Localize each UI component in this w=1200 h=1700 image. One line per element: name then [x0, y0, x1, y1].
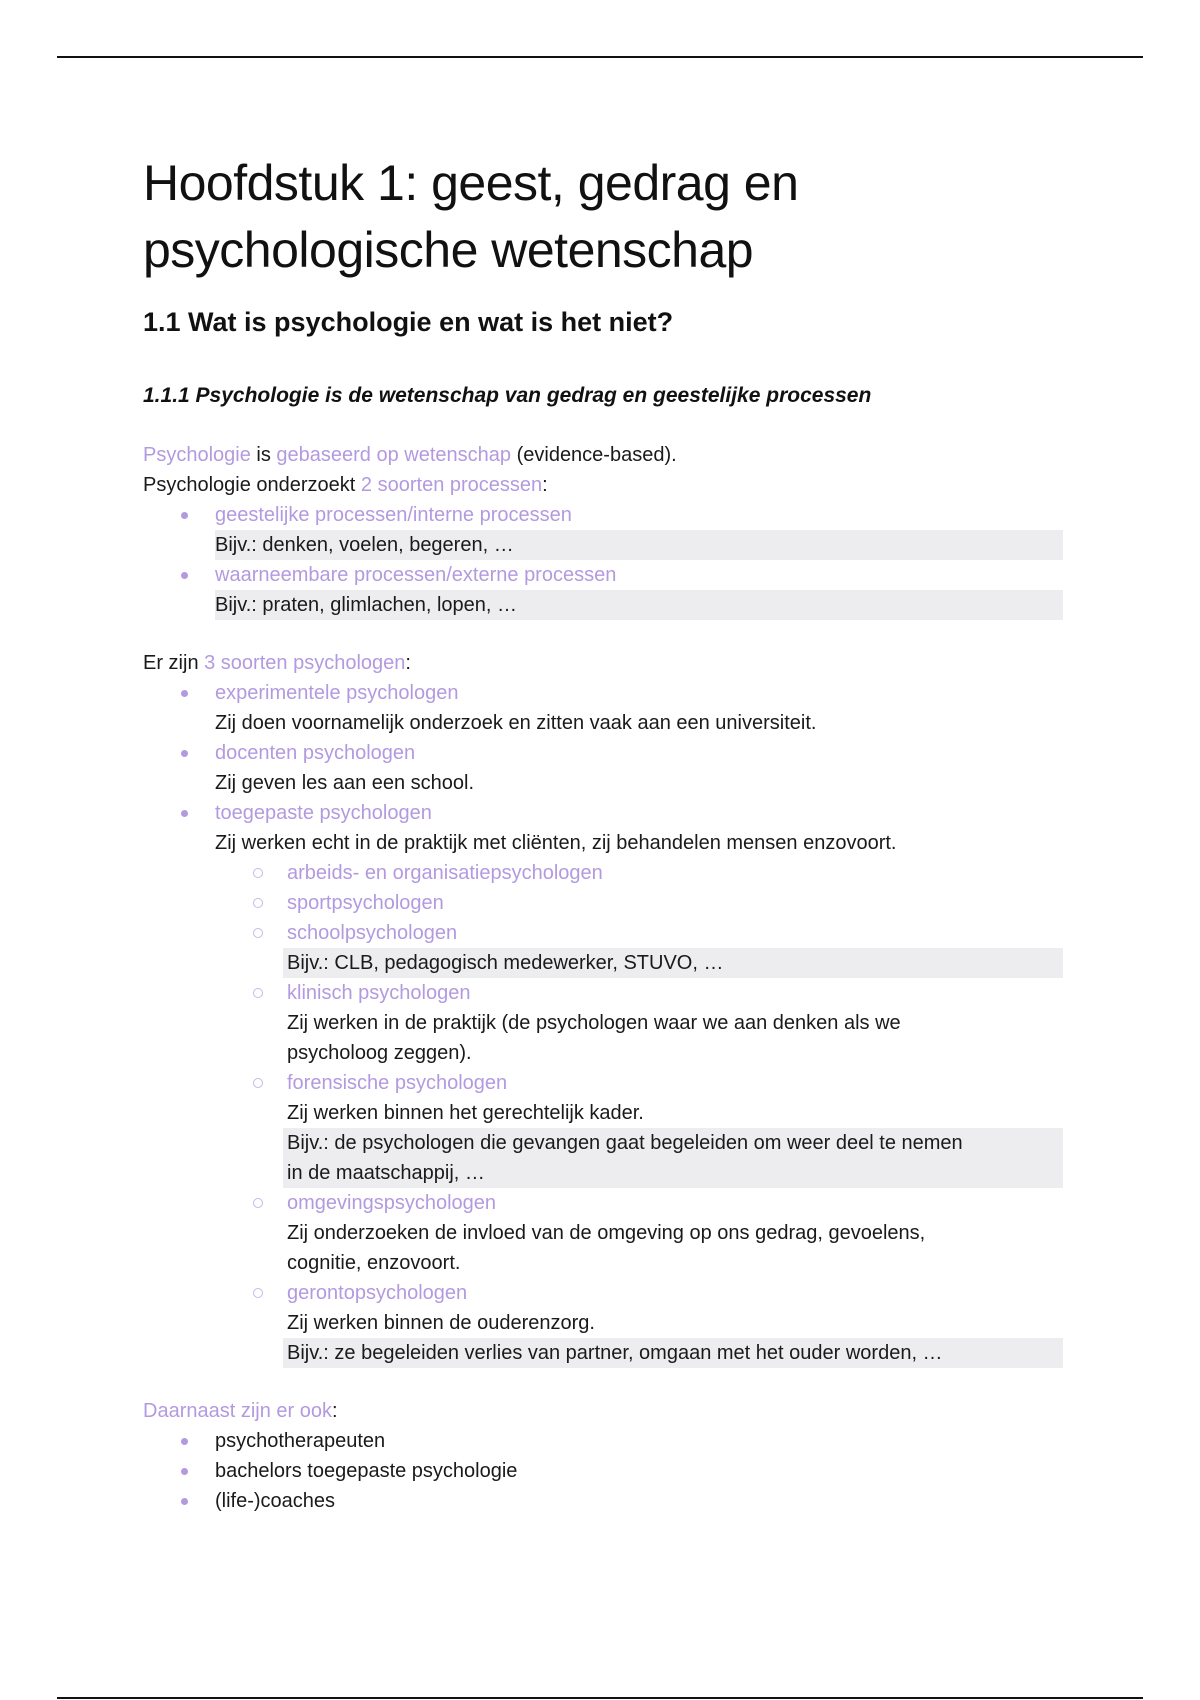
sub-list-item-label: gerontopsychologen — [287, 1282, 468, 1304]
term-soorten-psychologen: 3 soorten psychologen — [204, 652, 406, 674]
footer-rule — [57, 1697, 1143, 1699]
circle-bullet-icon — [253, 988, 263, 998]
bullet-icon — [181, 810, 188, 817]
sub-list-item — [143, 858, 1063, 888]
sub-list-item-label: schoolpsychologen — [287, 922, 458, 944]
types-intro — [143, 648, 1063, 678]
bullet-icon — [181, 1468, 188, 1475]
text: Er zijn — [143, 652, 205, 674]
sub-list-item-label: arbeids- en organisatiepsychologen — [287, 862, 603, 884]
example-box — [283, 948, 1063, 978]
circle-bullet-icon — [253, 1288, 263, 1298]
sub-list-item-description: Zij werken binnen de ouderenzorg. — [287, 1312, 595, 1334]
example-text: Bijv.: CLB, pedagogisch medewerker, STUVO, … — [287, 952, 724, 974]
term-daarnaast: Daarnaast zijn er ook — [143, 1400, 332, 1422]
list-item-label: bachelors toegepaste psychologie — [215, 1460, 518, 1482]
list-item — [143, 738, 1063, 768]
sub-list-item — [143, 1068, 1063, 1098]
text: : — [542, 474, 548, 496]
example-box — [283, 1338, 1063, 1368]
list-item-description: Zij doen voornamelijk onderzoek en zitten vaak aan een universiteit. — [215, 712, 817, 734]
example-text: in de maatschappij, … — [287, 1162, 485, 1184]
also-intro — [143, 1396, 1063, 1426]
sub-list-item-label: omgevingspsychologen — [287, 1192, 497, 1214]
term-wetenschap: gebaseerd op wetenschap — [276, 444, 512, 466]
section-title: 1.1 Wat is psychologie en wat is het niet? — [143, 307, 674, 337]
term-soorten-processen: 2 soorten processen — [360, 474, 543, 496]
list-item-label: waarneembare processen/externe processen — [215, 564, 617, 586]
subsection-title: 1.1.1 Psychologie is de wetenschap van gedrag en geestelijke processen — [143, 384, 872, 407]
sub-list-item-description: psycholoog zeggen). — [287, 1042, 472, 1064]
spacer — [143, 1368, 1063, 1396]
sub-list-item-description: Zij werken in de praktijk (de psychologen waar we aan denken als we — [287, 1012, 901, 1034]
bullet-icon — [181, 512, 188, 519]
list-item-label: docenten psychologen — [215, 742, 416, 764]
list-item-label: psychotherapeuten — [215, 1430, 386, 1452]
sub-list-item-label: klinisch psychologen — [287, 982, 471, 1004]
list-item — [143, 1486, 1063, 1516]
list-item-label: experimentele psychologen — [215, 682, 459, 704]
example-text: Bijv.: de psychologen die gevangen gaat begeleiden om weer deel te nemen — [287, 1132, 963, 1154]
list-item-label: toegepaste psychologen — [215, 802, 432, 824]
text: (evidence-based). — [511, 444, 677, 466]
example-text: Bijv.: praten, glimlachen, lopen, … — [215, 594, 518, 616]
list-item-description: Zij geven les aan een school. — [215, 772, 475, 794]
text: is — [250, 444, 277, 466]
example-box — [283, 1128, 1063, 1158]
bullet-icon — [181, 750, 188, 757]
example-box — [215, 530, 1063, 560]
list-item-label: geestelijke processen/interne processen — [215, 504, 572, 526]
document-page — [143, 150, 1063, 1512]
header-rule — [57, 56, 1143, 58]
list-item — [143, 500, 1063, 530]
list-item-label: (life-)coaches — [215, 1490, 336, 1512]
list-item — [143, 678, 1063, 708]
text: Psychologie onderzoekt — [143, 474, 361, 496]
text: : — [331, 1400, 338, 1422]
sub-list-item — [143, 888, 1063, 918]
intro-line-1 — [143, 440, 1063, 470]
list-item — [143, 1456, 1063, 1486]
chapter-title-line-2: psychologische wetenschap — [143, 222, 754, 278]
list-item — [143, 1426, 1063, 1456]
list-item-description: Zij werken echt in de praktijk met cliënten, zij behandelen mensen enzovoort. — [215, 832, 897, 854]
spacer — [143, 620, 1063, 648]
circle-bullet-icon — [253, 1078, 263, 1088]
term-psychologie: Psychologie — [143, 444, 251, 466]
circle-bullet-icon — [253, 1198, 263, 1208]
sub-list-item-label: sportpsychologen — [287, 892, 444, 914]
sub-list-item — [143, 1278, 1063, 1308]
example-text: Bijv.: denken, voelen, begeren, … — [215, 534, 514, 556]
circle-bullet-icon — [253, 928, 263, 938]
sub-list-item-description: cognitie, enzovoort. — [287, 1252, 461, 1274]
example-box — [283, 1158, 1063, 1188]
sub-list-item-label: forensische psychologen — [287, 1072, 508, 1094]
example-text: Bijv.: ze begeleiden verlies van partner, omgaan met het ouder worden, … — [287, 1342, 943, 1364]
sub-list-item-description: Zij werken binnen het gerechtelijk kader. — [287, 1102, 644, 1124]
text: : — [405, 652, 411, 674]
sub-list-item — [143, 1188, 1063, 1218]
sub-list-item — [143, 978, 1063, 1008]
intro-line-2 — [143, 470, 1063, 500]
example-box — [215, 590, 1063, 620]
document-body — [143, 440, 1063, 1516]
bullet-icon — [181, 1498, 188, 1505]
chapter-title-line-1: Hoofdstuk 1: geest, gedrag en — [143, 155, 799, 211]
sub-list-item-description: Zij onderzoeken de invloed van de omgeving op ons gedrag, gevoelens, — [287, 1222, 926, 1244]
bullet-icon — [181, 1438, 188, 1445]
bullet-icon — [181, 690, 188, 697]
list-item — [143, 560, 1063, 590]
circle-bullet-icon — [253, 898, 263, 908]
list-item — [143, 798, 1063, 828]
circle-bullet-icon — [253, 868, 263, 878]
chapter-title — [143, 150, 1063, 284]
sub-list-item — [143, 918, 1063, 948]
bullet-icon — [181, 572, 188, 579]
